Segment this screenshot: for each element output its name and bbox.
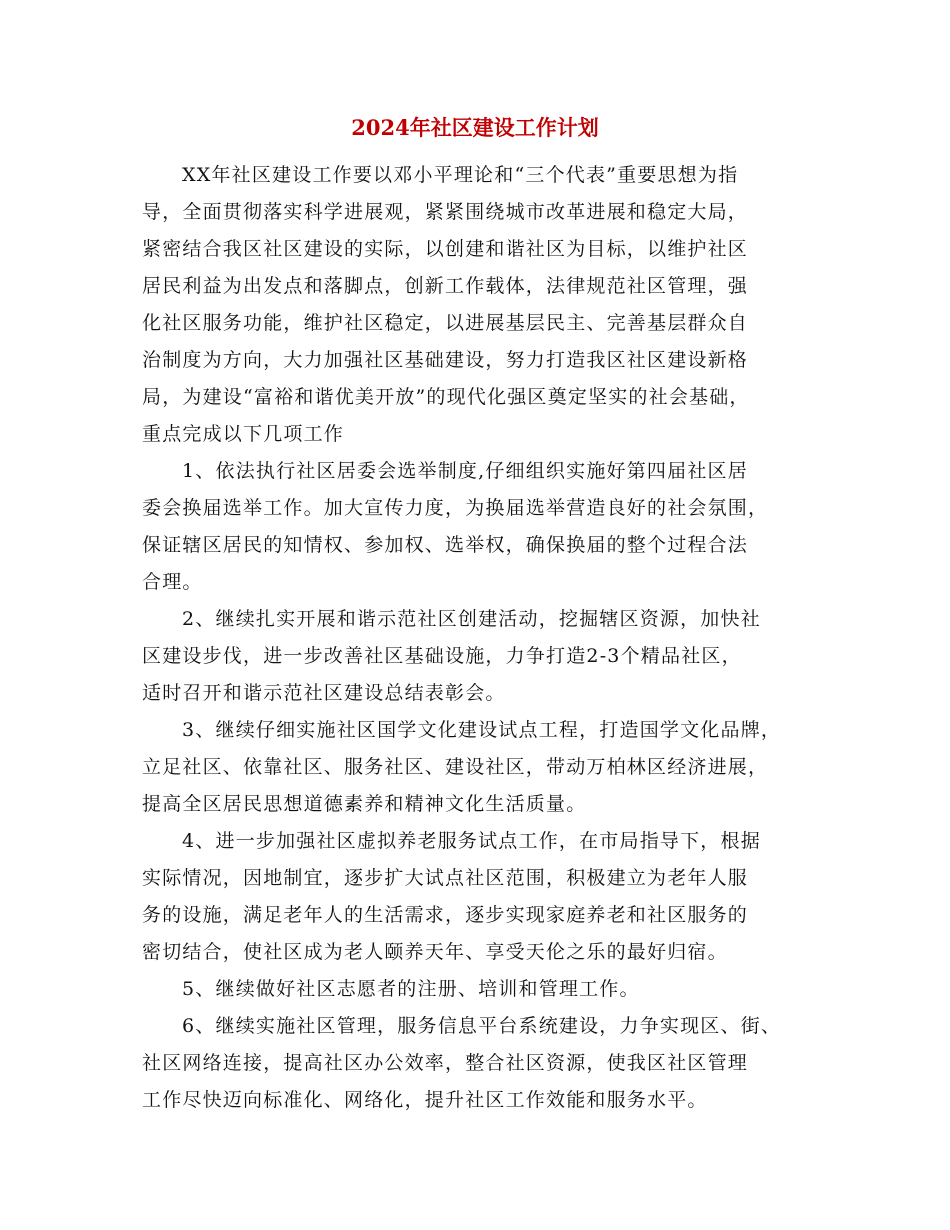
text-line: 委会换届选举工作。加大宣传力度，为换届选举营造良好的社会氛围， — [142, 497, 769, 519]
text-line: 密切结合，使社区成为老人颐养天年、享受天伦之乐的最好归宿。 — [142, 941, 728, 963]
text-line: 务的设施，满足老年人的生活需求，逐步实现家庭养老和社区服务的 — [142, 904, 749, 926]
text-line: 局，为建设“富裕和谐优美开放”的现代化强区奠定坚实的社会基础， — [142, 386, 750, 408]
text-line: XX年社区建设工作要以邓小平理论和“三个代表”重要思想为指 — [182, 164, 739, 186]
text-line: 提高全区居民思想道德素养和精神文化生活质量。 — [142, 793, 587, 815]
text-line: 实际情况，因地制宜，逐步扩大试点社区范围，积极建立为老年人服 — [142, 867, 749, 889]
text-line: 1、依法执行社区居委会选举制度,仔细组织实施好第四届社区居 — [182, 460, 748, 482]
text-line: 社区网络连接，提高社区办公效率，整合社区资源，使我区社区管理 — [142, 1052, 749, 1074]
text-line: 保证辖区居民的知情权、参加权、选举权，确保换届的整个过程合法 — [142, 534, 749, 556]
text-line: 适时召开和谐示范社区建设总结表彰会。 — [142, 682, 506, 704]
text-line: 紧密结合我区社区建设的实际，以创建和谐社区为目标，以维护社区 — [142, 238, 749, 260]
text-line: 工作尽快迈向标准化、网络化，提升社区工作效能和服务水平。 — [142, 1089, 708, 1111]
text-line: 重点完成以下几项工作 — [142, 423, 345, 445]
text-line: 2、继续扎实开展和谐示范社区创建活动，挖掘辖区资源，加快社 — [182, 608, 761, 630]
text-line: 导，全面贯彻落实科学进展观，紧紧围绕城市改革进展和稳定大局， — [142, 201, 749, 223]
text-line: 合理。 — [142, 571, 203, 593]
text-line: 化社区服务功能，维护社区稳定，以进展基层民主、完善基层群众自 — [142, 312, 749, 334]
text-line: 治制度为方向，大力加强社区基础建设，努力打造我区社区建设新格 — [142, 349, 749, 371]
text-line: 3、继续仔细实施社区国学文化建设试点工程，打造国学文化品牌， — [182, 719, 782, 741]
text-line: 立足社区、依靠社区、服务社区、建设社区，带动万柏林区经济进展， — [142, 756, 769, 778]
text-line: 4、进一步加强社区虚拟养老服务试点工作，在市局指导下，根据 — [182, 830, 761, 852]
text-line: 区建设步伐，进一步改善社区基础设施，力争打造2-3个精品社区， — [142, 645, 742, 667]
text-line: 6、继续实施社区管理，服务信息平台系统建设，力争实现区、街、 — [182, 1015, 782, 1037]
text-line: 居民利益为出发点和落脚点，创新工作载体，法律规范社区管理，强 — [142, 275, 749, 297]
document-title: 2024年社区建设工作计划 — [351, 115, 599, 140]
text-line: 5、继续做好社区志愿者的注册、培训和管理工作。 — [182, 978, 640, 1000]
